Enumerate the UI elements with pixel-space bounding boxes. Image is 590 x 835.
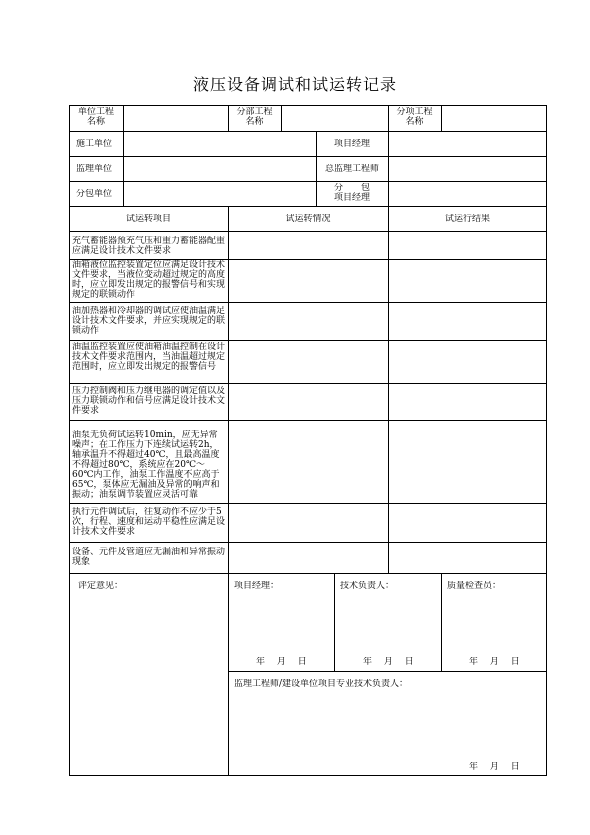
item-row-5: 压力控制阀和压力继电器的调定值以及压力联锁动作和信号应满足设计技术文件要求 xyxy=(72,386,226,416)
column-situation: 试运转情况 xyxy=(285,214,331,224)
sub-project-label: 分部工程 名称 xyxy=(236,107,273,127)
qc-date: 年 月 日 xyxy=(469,657,520,667)
column-result: 试运行结果 xyxy=(444,214,490,224)
item-row-8: 设备、元件及管道应无漏油和异常振动现象 xyxy=(72,547,226,567)
subcontract-manager-label: 分 包 项目经理 xyxy=(333,183,370,203)
item-row-7: 执行元件调试后，往复动作不应少于5次，行程、速度和运动平稳性应满足设计技术文件要求 xyxy=(72,507,226,537)
supervisor-signature-label: 监理工程师/建设单位项目专业技术负责人： xyxy=(234,679,409,689)
qc-signature-label: 质量检查员： xyxy=(447,581,502,591)
item-project-label: 分项工程 名称 xyxy=(396,107,433,127)
construction-unit-label: 施工单位 xyxy=(76,139,113,149)
supervision-unit-label: 监理单位 xyxy=(76,164,113,174)
opinion-label: 评定意见： xyxy=(78,581,124,591)
pm-date: 年 月 日 xyxy=(256,657,307,667)
page-title: 液压设备调试和试运转记录 xyxy=(192,75,397,94)
project-manager-label: 项目经理 xyxy=(333,139,370,149)
item-row-6: 油泵无负荷试运转10min，应无异常噪声；在工作压力下连续试运转2h，轴承温升不得超过40℃，且最高温度不得超过80℃，系统应在20℃～60℃内工作，油泵工作温度不应高于65℃，泵体应无漏油及异常的响声和振动；油泵调节装置应灵活可靠 xyxy=(72,430,220,500)
item-row-4: 油温监控装置应使油箱油温控制在设计技术文件要求范围内，当油温超过规定范围时，应立即发出规定的报警信号 xyxy=(72,342,226,372)
tech-lead-signature-label: 技术负责人： xyxy=(340,581,395,591)
column-item: 试运转项目 xyxy=(125,214,171,224)
unit-project-label: 单位工程 名称 xyxy=(77,107,114,127)
item-row-1: 充气蓄能器预充气压和重力蓄能器配重应满足设计技术文件要求 xyxy=(72,236,226,256)
item-row-2: 油箱液位监控装置定位应满足设计技术文件要求，当液位变动超过规定的高度时，应立即发出规定的报警信号和实现规定的联锁动作 xyxy=(72,260,226,300)
pm-signature-label: 项目经理： xyxy=(234,581,280,591)
tech-lead-date: 年 月 日 xyxy=(363,657,414,667)
chief-supervisor-label: 总监理工程师 xyxy=(324,164,379,174)
item-row-3: 油加热器和冷却器的调试应使油温满足设计技术文件要求，并应实现规定的联锁动作 xyxy=(72,306,226,336)
supervisor-date: 年 月 日 xyxy=(469,762,520,772)
subcontract-unit-label: 分包单位 xyxy=(76,189,113,199)
